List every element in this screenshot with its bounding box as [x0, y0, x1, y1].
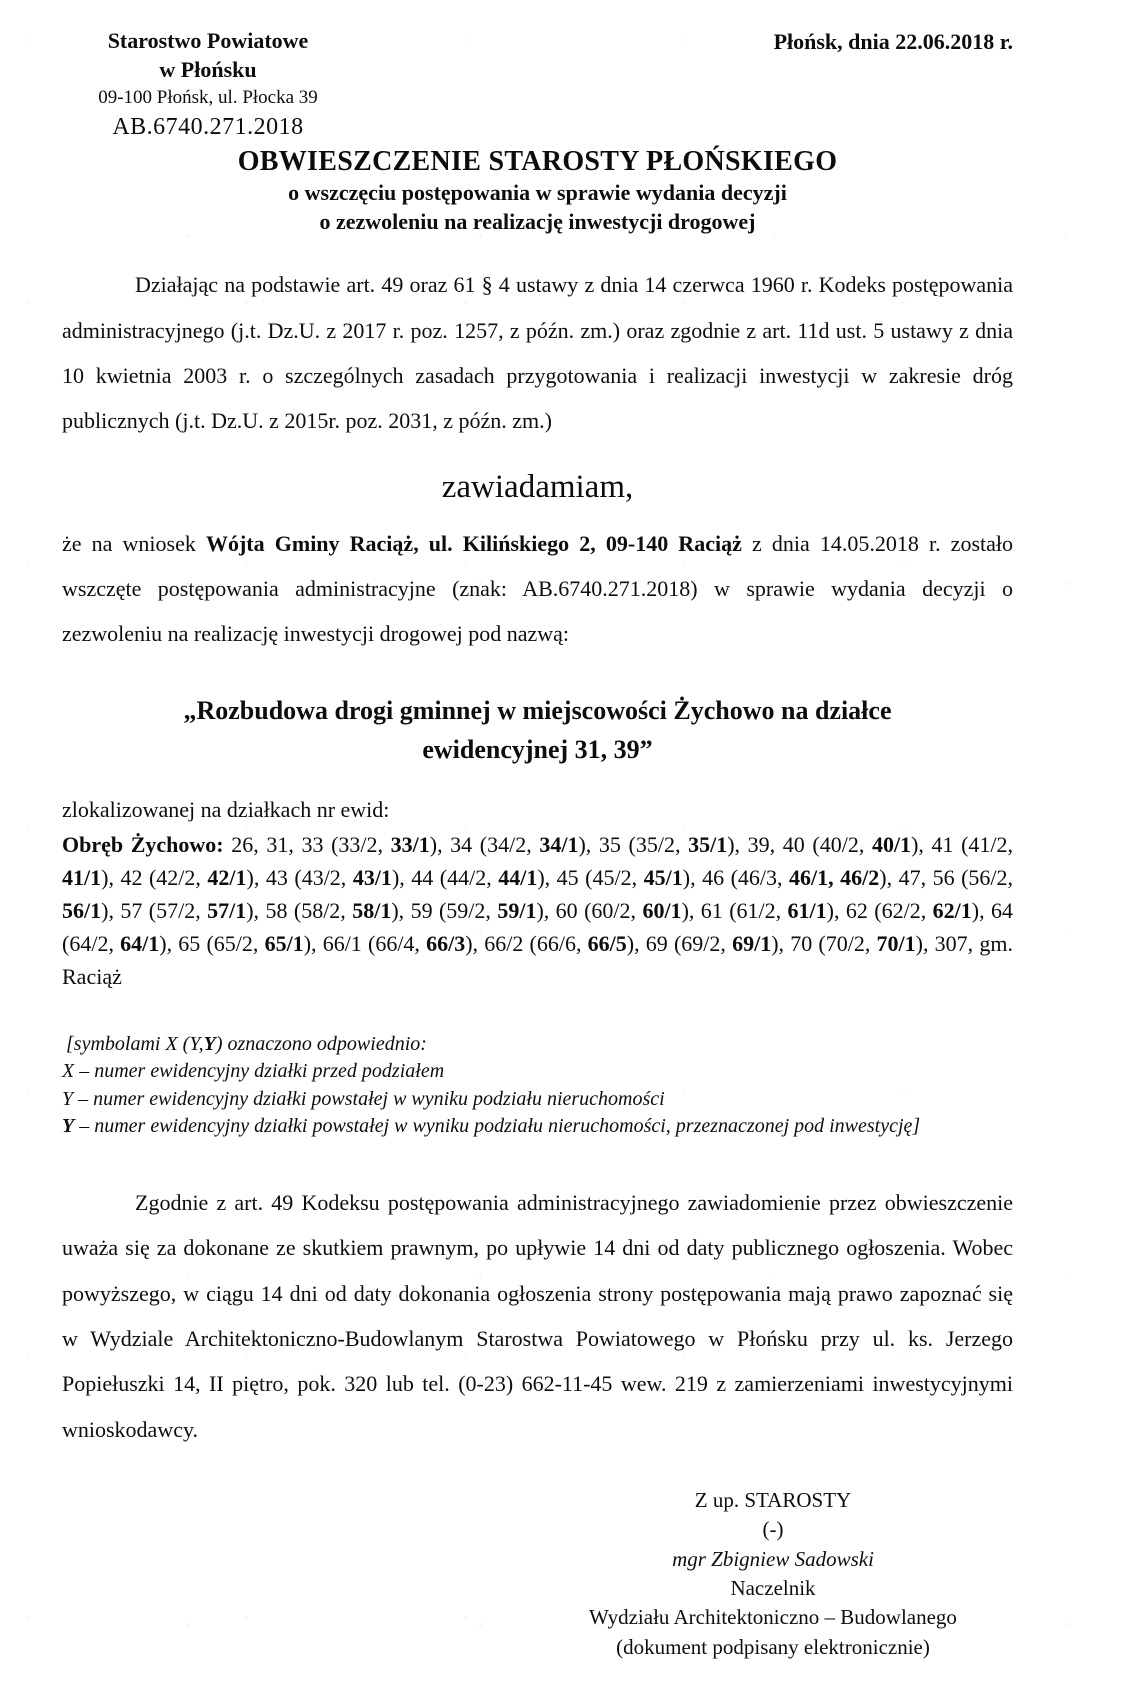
symbols-legend: [62, 1031, 1013, 1140]
legend-intro-line: [symbolami X (Y,Y) oznaczono odpowiednio:: [66, 1033, 427, 1056]
signature-mark: (-): [762, 1517, 784, 1542]
legend-x-line: X – numer ewidencyjny działki przed podziałem: [62, 1060, 445, 1083]
place-and-date: Płońsk, dnia 22.06.2018 r.: [773, 29, 1013, 54]
office-address: 09-100 Płońsk, ul. Płocka 39: [98, 87, 318, 109]
location-intro: zlokalizowanej na działkach nr ewid:: [62, 797, 390, 823]
legend-y-bold-line: Y – numer ewidencyjny działki powstałej w wyniku podziału nieruchomości, przeznaczonej pod inwestycję]: [62, 1114, 921, 1137]
application-paragraph: że na wniosek Wójta Gminy Raciąż, ul. Kilińskiego 2, 09-140 Raciąż z dnia 14.05.2018 r. zostało wszczęte postępowania administracyjne (znak: AB.6740.271.2018) w sprawie wydania decyzji o zezwoleniu na realizację inwestycji drogowej pod nazwą:: [62, 530, 1014, 647]
document-subtitle-line1: o wszczęciu postępowania w sprawie wydania decyzji: [288, 180, 787, 206]
announcement-word: zawiadamiam,: [441, 468, 634, 505]
office-name-line1: Starostwo Powiatowe: [107, 28, 309, 53]
document-header: [62, 26, 1013, 142]
document-subtitle-line2: o zezwoleniu na realizację inwestycji drogowej: [319, 209, 756, 235]
project-name-line1: „Rozbudowa drogi gminnej w miejscowości Żychowo na działce: [183, 696, 892, 726]
office-name-line2: w Płońsku: [159, 57, 257, 83]
signature-block: [533, 1486, 1013, 1662]
case-number: AB.6740.271.2018: [112, 113, 304, 140]
project-name: [62, 692, 1013, 769]
signature-name: mgr Zbigniew Sadowski: [672, 1546, 874, 1571]
document-title: OBWIESZCZENIE STAROSTY PŁOŃSKIEGO: [237, 145, 838, 177]
notice-paragraph: Zgodnie z art. 49 Kodeksu postępowania administracyjnego zawiadomienie przez obwieszczenie uważa się za dokonane ze skutkiem prawnym, po upływie 14 dni od daty publicznego ogłoszenia. Wobec powyższego, w ciągu 14 dni od daty dokonania ogłoszenia strony postępowania mają prawo zapoznać się w Wydziale Architektoniczno-Budowlanym Starostwa Powiatowego w Płońsku przy ul. ks. Jerzego Popiełuszki 14, II piętro, pok. 320 lub tel. (0-23) 662-11-45 wew. 219 z zamierzeniami inwestycyjnymi wnioskodawcy.: [62, 1189, 1013, 1442]
project-name-line2: ewidencyjnej 31, 39”: [422, 734, 653, 764]
plots-list-paragraph: Obręb Żychowo: 26, 31, 33 (33/2, 33/1), 34 (34/2, 34/1), 35 (35/2, 35/1), 39, 40 (40/2, 40/1), 41 (41/2, 41/1), 42 (42/2, 42/1), 43 (43/2, 43/1), 44 (44/2, 44/1), 45 (45/2, 45/1), 46 (46/3, 46/1, 46/2), 47, 56 (56/2, 56/1), 57 (57/2, 57/1), 58 (58/2, 58/1), 59 (59/2, 59/1), 60 (60/2, 60/1), 61 (61/2, 61/1), 62 (62/2, 62/1), 64 (64/2, 64/1), 65 (65/2, 65/1), 66/1 (66/4, 66/3), 66/2 (66/6, 66/5), 69 (69/2, 69/1), 70 (70/2, 70/1), 307, gm. Raciąż: [62, 832, 1014, 990]
legal-basis-paragraph: Działając na podstawie art. 49 oraz 61 § 4 ustawy z dnia 14 czerwca 1960 r. Kodeks postępowania administracyjnego (j.t. Dz.U. z 2017 r. poz. 1257, z późn. zm.) oraz zgodnie z art. 11d ust. 5 ustawy z dnia 10 kwietnia 2003 r. o szczególnych zasadach przygotowania i realizacji inwestycji w zakresie dróg publicznych (j.t. Dz.U. z 2015r. poz. 2031, z późn. zm.): [62, 272, 1013, 434]
signature-position: Naczelnik: [730, 1576, 816, 1601]
legend-y-line: Y – numer ewidencyjny działki powstałej w wyniku podziału nieruchomości: [62, 1087, 665, 1110]
signature-authority: Z up. STAROSTY: [694, 1487, 852, 1512]
office-block: [68, 26, 348, 142]
signature-department: Wydziału Architektoniczno – Budowlanego: [589, 1605, 957, 1630]
signature-note: (dokument podpisany elektronicznie): [616, 1634, 930, 1659]
